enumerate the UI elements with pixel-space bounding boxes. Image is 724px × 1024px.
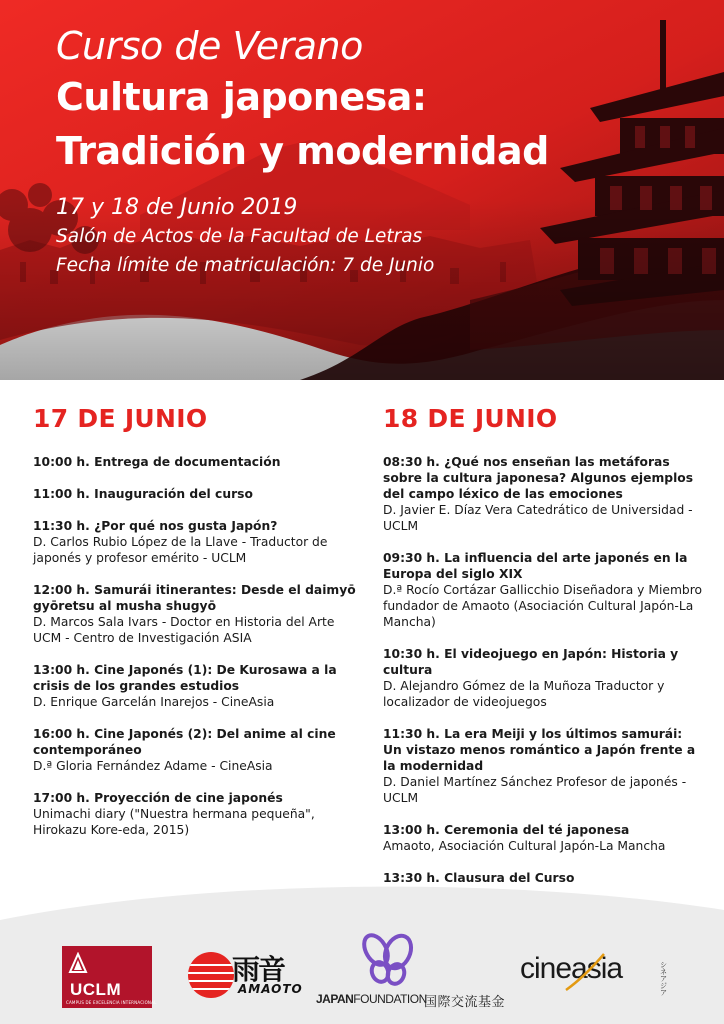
item-speaker: D. Daniel Martínez Sánchez Profesor de japonés - UCLM [383,775,687,805]
schedule-item [33,454,363,470]
course-title-line1: Cultura japonesa: [56,75,427,119]
schedule-item [33,518,363,566]
amaoto-kanji: 雨音 [232,953,285,986]
item-title: 11:00 h. Inauguración del curso [33,487,253,501]
schedule-item [33,726,363,774]
item-speaker: Unimachi diary ("Nuestra hermana pequeña", Hirokazu Kore-eda, 2015) [33,807,315,837]
uclm-logo [62,946,157,1008]
item-title: 13:00 h. Cine Japonés (1): De Kurosawa a la crisis de los grandes estudios [33,663,337,693]
item-speaker: D.ª Gloria Fernández Adame - CineAsia [33,759,273,773]
uclm-emblem-icon [68,952,88,974]
rising-sun-icon [188,952,234,998]
schedule-item [383,454,703,534]
item-speaker: D. Alejandro Gómez de la Muñoza Traductor y localizador de videojuegos [383,679,665,709]
header-banner [0,0,724,380]
item-speaker: D. Carlos Rubio López de la Llave - Traductor de japonés y profesor emérito - UCLM [33,535,328,565]
cineasia-logo [520,950,680,1000]
day2-heading: 18 DE JUNIO [383,404,558,433]
item-speaker: D.ª Rocío Cortázar Gallicchio Diseñadora y Miembro fundador de Amaoto (Asociación Cultural Japón-La Mancha) [383,583,703,629]
schedule-item [33,790,363,838]
amaoto-latin: AMAOTO [238,982,303,996]
course-venue: Salón de Actos de la Facultad de Letras [56,226,423,247]
schedule-item [383,646,703,710]
item-title: 10:30 h. El videojuego en Japón: Historia y cultura [383,647,679,677]
schedule-item [383,550,703,630]
schedule-item [383,870,703,886]
item-speaker: D. Enrique Garcelán Inarejos - CineAsia [33,695,275,709]
japan-foundation-logo [316,930,506,1010]
item-title: 16:00 h. Cine Japonés (2): Del anime al cine contemporáneo [33,727,336,757]
item-title: 09:30 h. La influencia del arte japonés en la Europa del siglo XIX [383,551,688,581]
jf-name-jp: 国際交流基金 [424,995,506,1010]
schedule-item [33,662,363,710]
butterfly-icon [358,930,418,990]
course-kicker: Curso de Verano [56,24,363,68]
item-title: 12:00 h. Samurái itinerantes: Desde el daimyō gyōretsu al musha shugyō [33,583,356,613]
cineasia-swoosh-icon [560,950,620,994]
item-speaker: D. Marcos Sala Ivars - Doctor en Historia del Arte UCM - Centro de Investigación ASIA [33,615,335,645]
jf-name-en: JAPANFOUNDATION [316,992,427,1006]
course-dates: 17 y 18 de Junio 2019 [56,195,298,220]
item-title: 13:30 h. Clausura del Curso [383,871,575,885]
item-title: 11:30 h. La era Meiji y los últimos samurái: Un vistazo menos romántico a Japón frente a la modernidad [383,727,696,773]
schedule-item [33,486,363,502]
item-speaker: Amaoto, Asociación Cultural Japón-La Mancha [383,839,666,853]
item-title: 11:30 h. ¿Por qué nos gusta Japón? [33,519,278,533]
course-title-line2: Tradición y modernidad [56,129,549,173]
header-text [56,22,549,280]
enrollment-deadline: Fecha límite de matriculación: 7 de Junio [56,255,435,276]
item-title: 10:00 h. Entrega de documentación [33,455,281,469]
item-title: 17:00 h. Proyección de cine japonés [33,791,283,805]
cineasia-jp: シネアジア [660,961,667,997]
day1-heading: 17 DE JUNIO [33,404,208,433]
day2-column [383,402,703,902]
item-title: 13:00 h. Ceremonia del té japonesa [383,823,630,837]
amaoto-logo [188,952,303,1004]
item-title: 08:30 h. ¿Qué nos enseñan las metáforas sobre la cultura japonesa? Algunos ejemplos del campo léxico de las emociones [383,455,694,501]
uclm-name: UCLM [70,980,122,999]
cineasia-name: cineasia [520,952,623,985]
item-speaker: D. Javier E. Díaz Vera Catedrático de Universidad - UCLM [383,503,693,533]
schedule-item [383,822,703,854]
schedule-item [383,726,703,806]
schedule-item [33,582,363,646]
day1-column [33,402,363,854]
uclm-subtitle: CAMPUS DE EXCELENCIA INTERNACIONAL [66,1000,157,1005]
